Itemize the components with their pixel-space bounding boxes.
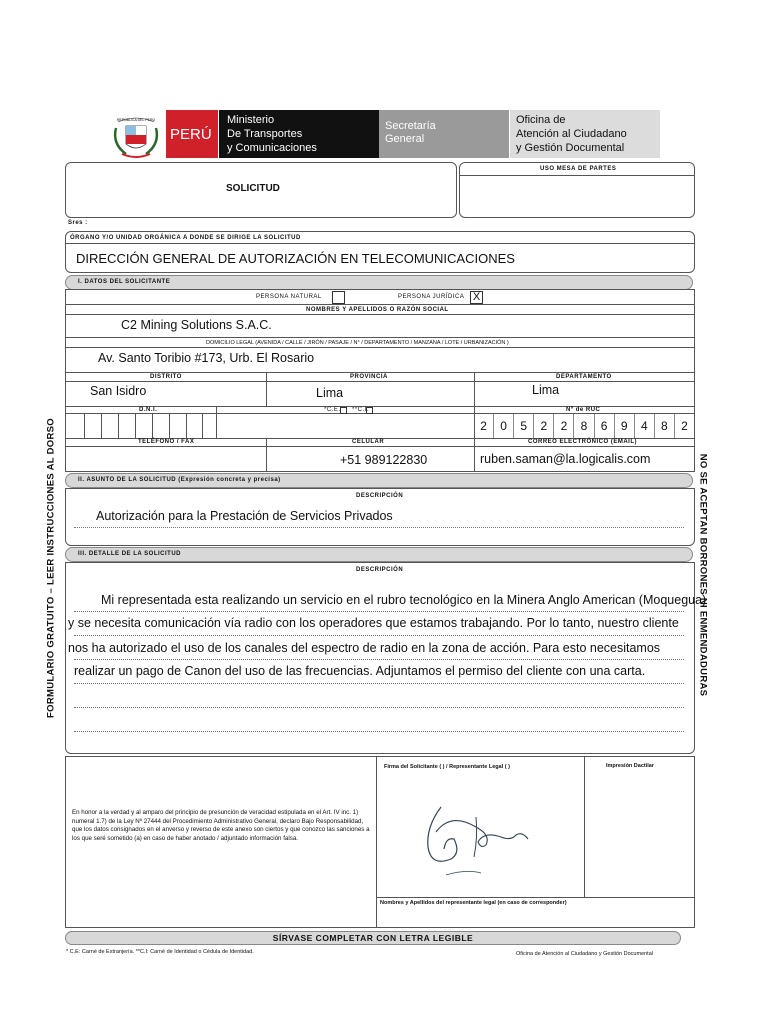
ruc-digit: 2 (674, 414, 694, 439)
secretaria-block (379, 110, 509, 158)
footnote: * C.E: Carné de Extranjería. **C.I: Carné de Identidad o Cédula de Identidad. (66, 949, 254, 955)
completar-bar (65, 931, 681, 945)
organo-label: ÓRGANO Y/O UNIDAD ORGÁNICA A DONDE SE DIRIGE LA SOLICITUD (70, 235, 301, 241)
persona-natural-checkbox[interactable] (332, 291, 345, 304)
footer-office: Oficina de Atención al Ciudadano y Gestión Documental (516, 951, 653, 957)
impresion-label: Impresión Dactilar (606, 763, 654, 769)
firma-area[interactable] (406, 787, 556, 887)
section-1-header (65, 275, 693, 290)
firma-label: Firma del Solicitante ( ) / Representante Legal ( ) (384, 764, 510, 770)
detalle-descripcion-label: DESCRIPCIÓN (356, 567, 404, 573)
asunto-descripcion-label: DESCRIPCIÓN (356, 493, 404, 499)
contacto-box (65, 438, 695, 472)
domicilio-box (65, 337, 695, 373)
telefono-label: TELÉFONO / FAX (138, 439, 195, 445)
departamento-label: DEPARTAMENTO (556, 374, 612, 380)
provincia-label: PROVINCIA (350, 374, 388, 380)
correo-label: CORREO ELECTRÓNICO (EMAIL) (528, 439, 637, 445)
documentos-box (65, 406, 695, 440)
persona-juridica-label: PERSONA JURÍDICA (398, 294, 465, 300)
persona-juridica-checkbox[interactable]: X (470, 291, 483, 304)
ruc-digit: 6 (594, 414, 614, 439)
detalle-line-3[interactable]: nos ha autorizado el uso de los canales del espectro de radio en la zona de acción. Para esto necesitamos (68, 641, 661, 655)
asunto-value[interactable]: Autorización para la Prestación de Servicios Privados (96, 509, 393, 523)
completar-text: SÍRVASE COMPLETAR CON LETRA LEGIBLE (272, 933, 474, 943)
oficina-line-3: y Gestión Documental (516, 142, 625, 154)
oficina-line-1: Oficina de (516, 114, 566, 126)
ruc-digit: 9 (614, 414, 634, 439)
correo-value[interactable]: ruben.saman@la.logicalis.com (480, 452, 651, 466)
sres-label: Sres : (68, 220, 88, 226)
ruc-digit: 8 (654, 414, 674, 439)
nombres-label: NOMBRES Y APELLIDOS O RAZÓN SOCIAL (306, 307, 449, 313)
section-2-header (65, 473, 693, 488)
detalle-box (65, 562, 707, 754)
ubicacion-box (65, 372, 695, 408)
dni-cells[interactable] (66, 414, 216, 439)
section-2-title: II. ASUNTO DE LA SOLICITUD (Expresión concreta y precisa) (78, 477, 281, 483)
ruc-digit: 2 (553, 414, 573, 439)
ruc-digit: 8 (573, 414, 593, 439)
declaracion-text: En honor a la verdad y al amparo del principio de presunción de veracidad estipulada en el Art. IV inc. 1) numeral 1.7) de la Ley Nº 27444 del Procedimiento Administrativo General, declaro Bajo Responsabilidad, que los datos consignados en el anverso y reverso de este anexo son ciertos y que conozco las sanciones a los que seré sometido (a) en caso de haber anotado / adjuntado información falsa. (72, 809, 370, 842)
ruc-digit: 4 (634, 414, 654, 439)
uso-mesa-label: USO MESA DE PARTES (540, 166, 617, 172)
ruc-digit: 0 (493, 414, 513, 439)
secretaria-line-1: Secretaría (385, 120, 436, 132)
dni-label: D.N.I. (139, 407, 158, 413)
detalle-line-4[interactable]: realizar un pago de Canon del uso de las frecuencias. Adjuntamos el permiso del cliente con una carta. (74, 664, 646, 678)
persona-natural-label: PERSONA NATURAL (256, 294, 322, 300)
ce-label: *C.E. (324, 407, 341, 413)
domicilio-value[interactable]: Av. Santo Toribio #173, Urb. El Rosario (98, 351, 315, 365)
ministry-block (219, 110, 379, 158)
detalle-line-2[interactable]: y se necesita comunicación vía radio con los operadores que estamos trabajando. Por lo tanto, nuestro cliente (68, 616, 679, 630)
ruc-digit: 5 (513, 414, 533, 439)
persona-box (65, 289, 695, 305)
declaracion-box (65, 756, 695, 928)
ruc-digit: 2 (480, 419, 487, 433)
solicitud-title-box (65, 162, 457, 218)
peru-seal (108, 114, 164, 160)
uso-mesa-box (459, 162, 695, 218)
ministry-line-2: De Transportes (227, 128, 303, 140)
signature-icon (406, 787, 556, 887)
asunto-box (65, 488, 695, 546)
ministry-line-1: Ministerio (227, 114, 275, 126)
peru-flag-logo (166, 110, 218, 158)
form-title: SOLICITUD (226, 183, 280, 194)
ci-label: **C.I. (352, 407, 370, 413)
distrito-label: DISTRITO (150, 374, 182, 380)
domicilio-label: DOMICILIO LEGAL (AVENIDA / CALLE / JIRÓN / PASAJE / N° / DEPARTAMENTO / MANZANA / LOTE / URBANIZACIÓN ) (206, 340, 509, 346)
seal-text: REPÚBLICA DEL PERÚ (117, 118, 155, 122)
representante-label: Nombres y Apellidos del representante legal (en caso de corresponder) (380, 900, 567, 906)
distrito-value[interactable]: San Isidro (90, 384, 147, 398)
ce-checkbox[interactable] (340, 407, 347, 414)
oficina-line-2: Atención al Ciudadano (516, 128, 627, 140)
ruc-digit: 2 (533, 414, 553, 439)
celular-value[interactable]: +51 989122830 (340, 453, 428, 467)
oficina-block (510, 110, 660, 158)
departamento-value[interactable]: Lima (532, 383, 560, 397)
provincia-value[interactable]: Lima (316, 386, 344, 400)
nombres-value[interactable]: C2 Mining Solutions S.A.C. (121, 318, 272, 332)
ruc-cells[interactable] (474, 414, 694, 439)
ci-checkbox[interactable] (366, 407, 373, 414)
detalle-line-1[interactable]: Mi representada esta realizando un servicio en el rubro tecnológico en la Minera Anglo American (Moquegua) (101, 593, 707, 607)
nombres-box (65, 304, 695, 338)
secretaria-line-2: General (385, 133, 425, 145)
organo-box (65, 231, 695, 273)
celular-label: CELULAR (352, 439, 385, 445)
section-1-title: I. DATOS DEL SOLICITANTE (78, 279, 171, 285)
section-3-header (65, 547, 693, 562)
side-right-label: NO SE ACEPTAN BORRONES NI ENMENDADURAS (697, 453, 709, 697)
side-left-label: FORMULARIO GRATUITO – LEER INSTRUCCIONES AL DORSO (45, 418, 57, 718)
country-label: PERÚ (170, 126, 212, 143)
section-3-title: III. DETALLE DE LA SOLICITUD (78, 551, 181, 557)
organo-value[interactable]: DIRECCIÓN GENERAL DE AUTORIZACIÓN EN TELECOMUNICACIONES (76, 251, 515, 266)
ministry-line-3: y Comunicaciones (227, 142, 317, 154)
ruc-label: Nº de RUC (566, 407, 601, 413)
